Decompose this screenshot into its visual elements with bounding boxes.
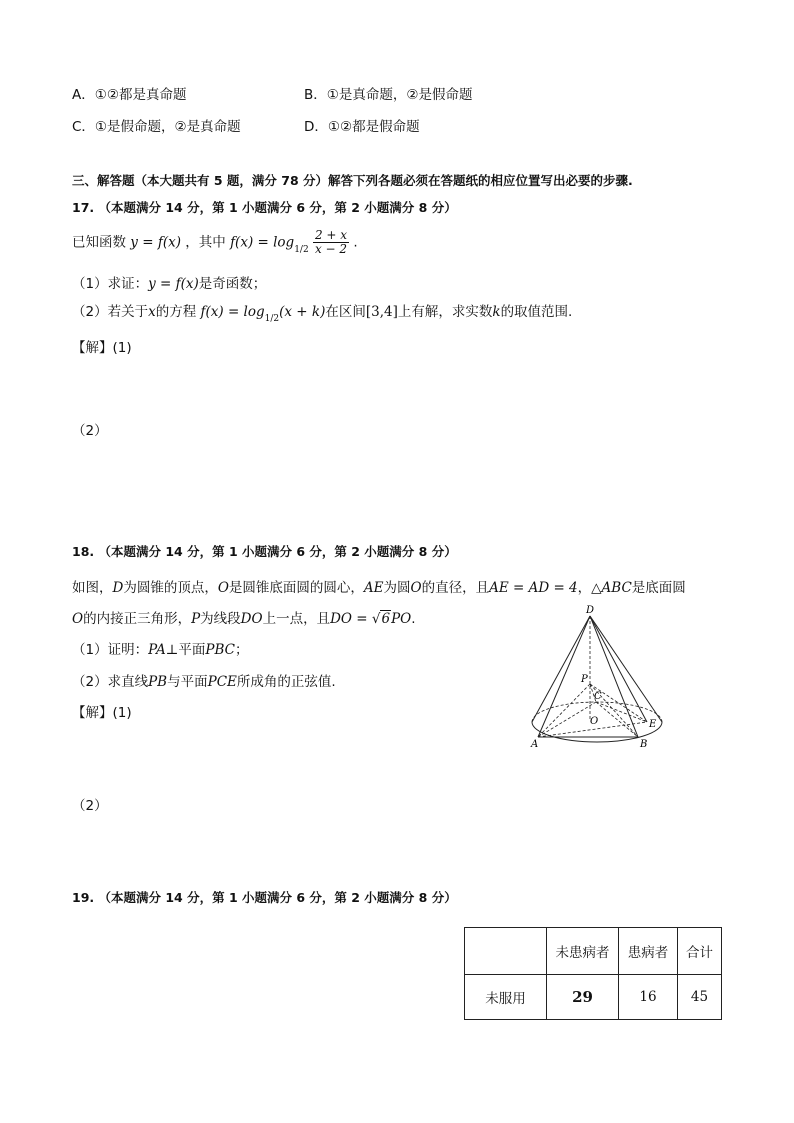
q18-part2-end: 所成角的正弦值.: [236, 674, 336, 690]
q17-log-base: 1/2: [294, 244, 309, 255]
label-B: B: [640, 739, 648, 750]
edge-DE: [590, 616, 647, 722]
q18-solution-1: 【解】(1): [72, 705, 132, 721]
q18-triangle: △ABC: [591, 580, 632, 596]
q18-var-AE: AE: [363, 580, 384, 596]
q18-part1-label: （1）证明：: [72, 642, 149, 658]
q18-text: 的直径，且: [421, 580, 490, 596]
q17-solution-2: （2）: [72, 423, 108, 439]
q17-definition: [72, 229, 358, 256]
q17-solution-1: 【解】(1): [72, 340, 132, 356]
q18-part2-text: 与平面: [167, 674, 208, 690]
table-cell: 29: [547, 975, 619, 1020]
table-header-cell: 未患病者: [547, 928, 619, 975]
table-row: [465, 975, 722, 1020]
q17-part1: [72, 272, 266, 292]
q18-text: ，: [577, 580, 592, 596]
q17-part2-log-base: 1/2: [264, 314, 280, 324]
q17-frac-numerator: 2 + x: [314, 228, 348, 242]
q17-part2-end: 的取值范围.: [500, 304, 573, 320]
q17-func: y = f(x): [130, 234, 181, 251]
q18-text: 为圆锥的顶点，: [123, 580, 218, 596]
q17-text: 已知函数: [72, 234, 126, 251]
q17-part2-text: 在区间: [325, 304, 366, 320]
q18-var-O: O: [72, 611, 84, 627]
option-d: D．①②都是假命题: [304, 119, 420, 135]
cone-figure: [520, 602, 680, 752]
q17-fraction: [313, 229, 349, 256]
option-b: B．①是真命题，②是假命题: [304, 87, 473, 103]
q17-frac-denominator: x − 2: [314, 242, 348, 256]
table-header-row: [465, 928, 722, 975]
q18-solution-2: （2）: [72, 798, 108, 814]
q18-text: 是圆锥底面圆的圆心，: [228, 580, 364, 596]
q17-part2-k: k: [492, 304, 501, 320]
label-A: A: [531, 739, 539, 750]
q17-part1-end: 是奇函数；: [198, 276, 267, 292]
q18-eq: DO =: [330, 611, 372, 627]
q18-part1-text: 平面: [178, 642, 206, 658]
q17-part2-text: 的方程: [155, 304, 197, 320]
q18-part2-plane: PCE: [207, 674, 237, 690]
q18-eq: AE = AD = 4: [489, 580, 578, 596]
q18-var-P: P: [191, 611, 201, 627]
cone-edge-left: [532, 616, 590, 722]
label-P: P: [581, 674, 588, 685]
q17-fx: f(x) = log: [230, 234, 295, 251]
q18-text: 上一点，且: [262, 611, 331, 627]
q19-table: [464, 927, 722, 1020]
q18-line2: [72, 607, 416, 627]
q18-var-D: D: [112, 580, 124, 596]
q18-text: 是底面圆: [631, 580, 686, 596]
q17-part2-label: （2）若关于: [72, 304, 149, 320]
q17-part1-func: y = f(x): [148, 276, 199, 292]
q18-part1: [72, 638, 248, 658]
table-header-cell: [465, 928, 547, 975]
option-c: C．①是假命题，②是真命题: [72, 119, 241, 135]
label-O: O: [590, 716, 599, 727]
table-cell: 45: [678, 975, 722, 1020]
q17-part2-arg: (x + k): [279, 304, 326, 320]
q17-part1-label: （1）求证：: [72, 276, 149, 292]
q18-part1-end: ；: [234, 642, 249, 658]
q18-part2-PB: PB: [148, 674, 168, 690]
q18-line1: [72, 576, 686, 596]
q17-part2-eq: f(x) = log: [200, 304, 265, 320]
q18-text: 为线段: [200, 611, 241, 627]
q17-text: .: [353, 234, 358, 251]
q18-text: 如图，: [72, 580, 113, 596]
table-header-cell: 患病者: [619, 928, 678, 975]
table-header-cell: 合计: [678, 928, 722, 975]
option-a: A．①②都是真命题: [72, 87, 187, 103]
q18-sqrt: √6: [371, 611, 391, 627]
q18-var-O: O: [410, 580, 422, 596]
q18-text: 的内接正三角形，: [83, 611, 192, 627]
q18-var-DO: DO: [240, 611, 263, 627]
section-heading: 三、解答题（本大题共有 5 题，满分 78 分）解答下列各题必须在答题纸的相应位置写出必要的步骤.: [72, 173, 633, 188]
q18-text: .: [411, 611, 416, 627]
q18-text: 为圆: [383, 580, 411, 596]
q17-part2-var: x: [148, 304, 156, 320]
label-E: E: [649, 719, 657, 730]
q17-text: ，其中: [185, 234, 226, 251]
q18-var-O: O: [217, 580, 229, 596]
q18-sqrt-radicand: 6: [381, 611, 391, 627]
q18-var-PO: PO: [391, 611, 412, 627]
q18-part2: [72, 670, 336, 690]
table-cell: 未服用: [465, 975, 547, 1020]
q17-part2-text: 上有解，求实数: [397, 304, 493, 320]
q19-header: 19. （本题满分 14 分，第 1 小题满分 6 分，第 2 小题满分 8 分）: [72, 890, 457, 905]
q17-part2: [72, 300, 573, 324]
label-D: D: [586, 605, 595, 616]
q18-part1-expr: PA⊥: [148, 642, 179, 658]
q17-header: 17. （本题满分 14 分，第 1 小题满分 6 分，第 2 小题满分 8 分）: [72, 200, 457, 215]
q18-part2-label: （2）求直线: [72, 674, 149, 690]
q18-header: 18. （本题满分 14 分，第 1 小题满分 6 分，第 2 小题满分 8 分）: [72, 544, 457, 559]
edge-CB: [596, 702, 638, 737]
label-C: C: [594, 691, 602, 702]
table-cell: 16: [619, 975, 678, 1020]
q18-part1-plane: PBC: [205, 642, 235, 658]
q17-part2-interval: [3,4]: [365, 304, 398, 320]
